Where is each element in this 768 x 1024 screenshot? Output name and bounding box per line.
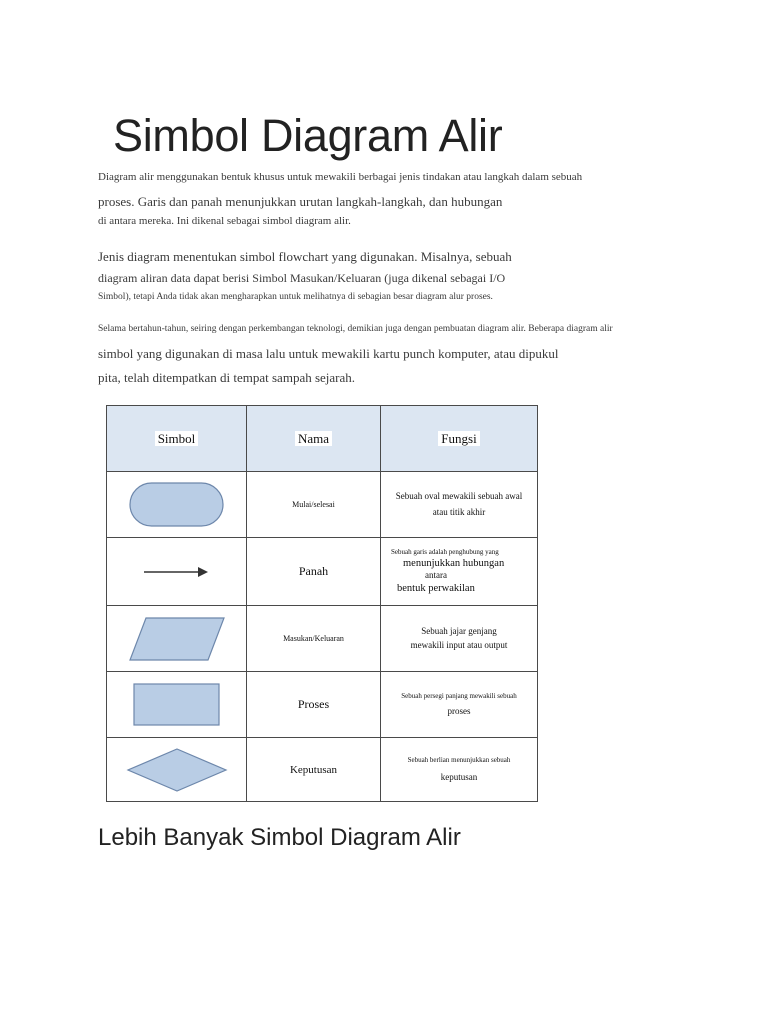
table-row xyxy=(107,538,538,606)
table-row xyxy=(107,672,538,738)
function-text-line: bentuk perwakilan xyxy=(397,582,475,594)
symbol-cell xyxy=(107,672,247,738)
name-cell: Panah xyxy=(247,538,381,606)
symbol-cell xyxy=(107,606,247,672)
name-cell: Masukan/Keluaran xyxy=(247,606,381,672)
table-header-row xyxy=(107,406,538,472)
paragraph-1-line-3: di antara mereka. Ini dikenal sebagai simbol diagram alir. xyxy=(98,215,351,227)
symbol-cell xyxy=(107,472,247,538)
page-title: Simbol Diagram Alir xyxy=(113,110,503,161)
function-text-line: menunjukkan hubungan xyxy=(403,558,505,570)
header-nama-label: Nama xyxy=(295,431,332,446)
rectangle-shape-icon xyxy=(133,683,221,727)
header-simbol-label: Simbol xyxy=(155,431,199,446)
function-text-line: Sebuah oval mewakili sebuah awal xyxy=(395,491,523,502)
name-cell: Keputusan xyxy=(247,738,381,802)
function-text-line: Sebuah jajar genjang xyxy=(421,626,497,637)
paragraph-3-line-3: pita, telah ditempatkan di tempat sampah sejarah. xyxy=(98,370,356,385)
table-row xyxy=(107,738,538,802)
paragraph-1-line-2: proses. Garis dan panah menunjukkan urutan langkah-langkah, dan hubungan xyxy=(98,194,503,209)
paragraph-3-line-2: simbol yang digunakan di masa lalu untuk mewakili kartu punch komputer, atau dipukul xyxy=(98,346,559,361)
function-cell xyxy=(381,672,538,738)
name-cell: Proses xyxy=(247,672,381,738)
paragraph-2-line-1: Jenis diagram menentukan simbol flowchart yang digunakan. Misalnya, sebuah xyxy=(98,249,512,264)
function-text-line: mewakili input atau output xyxy=(410,639,508,650)
function-cell xyxy=(381,738,538,802)
function-text-line: proses xyxy=(447,706,471,717)
paragraph-2-line-2: diagram aliran data dapat berisi Simbol Masukan/Keluaran (juga dikenal sebagai I/O xyxy=(98,271,506,285)
section-heading: Lebih Banyak Simbol Diagram Alir xyxy=(98,824,461,851)
function-cell xyxy=(381,472,538,538)
function-cell xyxy=(381,538,538,606)
header-fungsi-label: Fungsi xyxy=(438,431,479,446)
paragraph-1-line-1: Diagram alir menggunakan bentuk khusus untuk mewakili berbagai jenis tindakan atau langkah dalam sebuah xyxy=(98,171,583,183)
function-text-line: atau titik akhir xyxy=(432,506,486,517)
function-text-line: Sebuah persegi panjang mewakili sebuah xyxy=(401,691,517,700)
function-text-line: keputusan xyxy=(440,772,478,783)
paragraph-3-line-1: Selama bertahun-tahun, seiring dengan perkembangan teknologi, demikian juga dengan pembuatan diagram alir. Beberapa diagram alir xyxy=(98,324,613,334)
header-simbol xyxy=(107,406,247,472)
function-cell xyxy=(381,606,538,672)
table-row xyxy=(107,472,538,538)
paragraph-2-line-3: Simbol), tetapi Anda tidak akan mengharapkan untuk melihatnya di sebagian besar diagram alur proses. xyxy=(98,292,493,302)
symbol-cell xyxy=(107,538,247,606)
function-text-line: antara xyxy=(425,570,447,581)
table-row xyxy=(107,606,538,672)
flowchart-symbol-table xyxy=(106,405,538,802)
diamond-shape-icon xyxy=(126,747,228,793)
arrow-shape-icon xyxy=(142,565,212,579)
header-fungsi xyxy=(381,406,538,472)
function-text-line: Sebuah berlian menunjukkan sebuah xyxy=(407,755,511,764)
oval-shape-icon xyxy=(129,482,225,528)
parallelogram-shape-icon xyxy=(128,616,226,662)
name-cell: Mulai/selesai xyxy=(247,472,381,538)
function-text-line: Sebuah garis adalah penghubung yang xyxy=(391,548,499,557)
symbol-cell xyxy=(107,738,247,802)
header-nama xyxy=(247,406,381,472)
